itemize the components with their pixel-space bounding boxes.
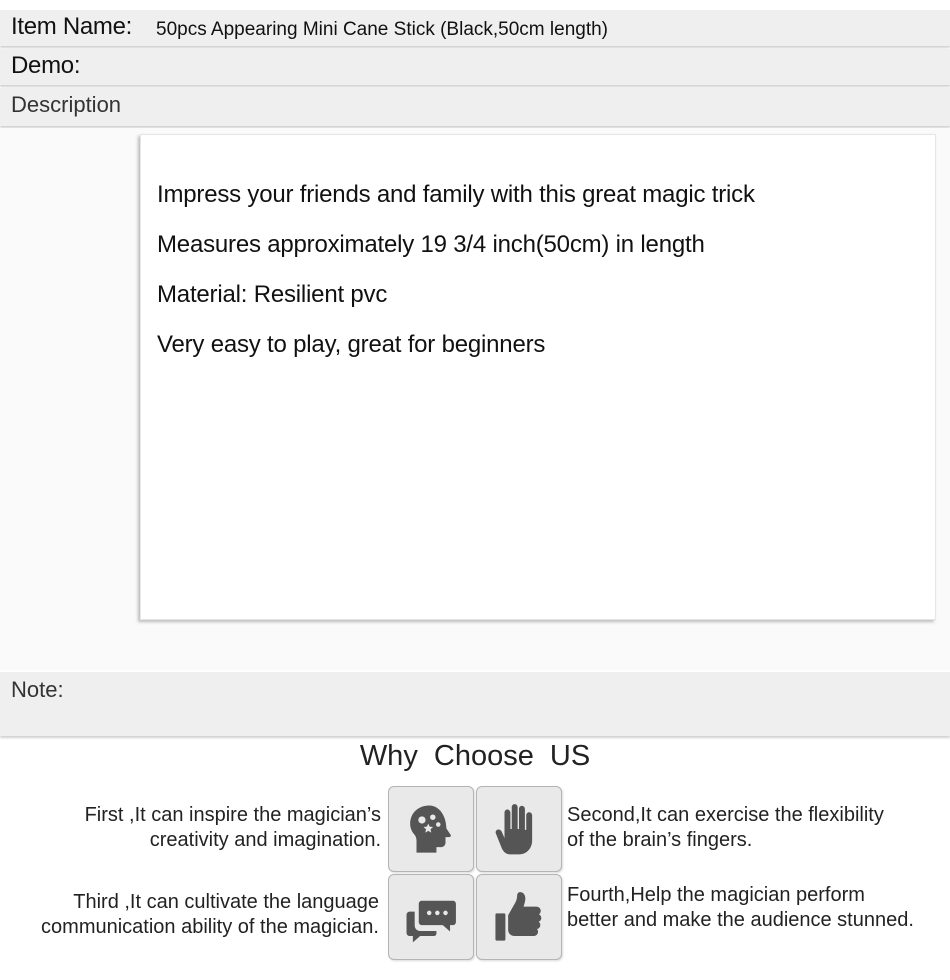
feature-line: creativity and imagination. [149, 829, 381, 851]
feature-text-second [567, 803, 950, 853]
item-name-bar [0, 10, 950, 46]
description-area [0, 128, 950, 670]
demo-label: Demo: [11, 52, 81, 79]
chat-bubbles-icon [402, 888, 460, 946]
item-name-value: 50pcs Appearing Mini Cane Stick (Black,50cm length) [156, 19, 609, 40]
hand-icon [490, 800, 548, 858]
feature-text-third [0, 890, 379, 940]
feature-text-fourth [567, 883, 950, 933]
feature-tile-second [476, 786, 562, 872]
description-card [140, 134, 936, 620]
feature-line: Second,It can exercise the flexibility [567, 804, 884, 826]
feature-line: Fourth,Help the magician perform [567, 884, 865, 906]
description-line: Very easy to play, great for beginners [157, 331, 546, 358]
feature-tile-fourth [476, 874, 562, 960]
description-label: Description [11, 92, 122, 117]
feature-line: communication ability of the magician. [41, 916, 379, 938]
demo-bar [0, 49, 950, 85]
brain-head-icon [402, 800, 460, 858]
description-line: Measures approximately 19 3/4 inch(50cm) in length [157, 231, 705, 258]
feature-line: First ,It can inspire the magician’s [84, 804, 381, 826]
feature-line: of the brain’s fingers. [567, 829, 753, 851]
feature-line: Third ,It can cultivate the language [73, 891, 379, 913]
note-bar [0, 672, 950, 736]
description-line: Impress your friends and family with this great magic trick [157, 181, 755, 208]
feature-text-first [0, 803, 381, 853]
why-choose-title: Why Choose US [359, 740, 591, 772]
feature-tile-first [388, 786, 474, 872]
description-bar [0, 88, 950, 126]
feature-line: better and make the audience stunned. [567, 909, 914, 931]
item-name-label: Item Name: [11, 13, 133, 40]
description-line: Material: Resilient pvc [157, 281, 388, 308]
feature-tile-third [388, 874, 474, 960]
note-label: Note: [11, 677, 64, 702]
thumbs-up-icon [490, 888, 548, 946]
